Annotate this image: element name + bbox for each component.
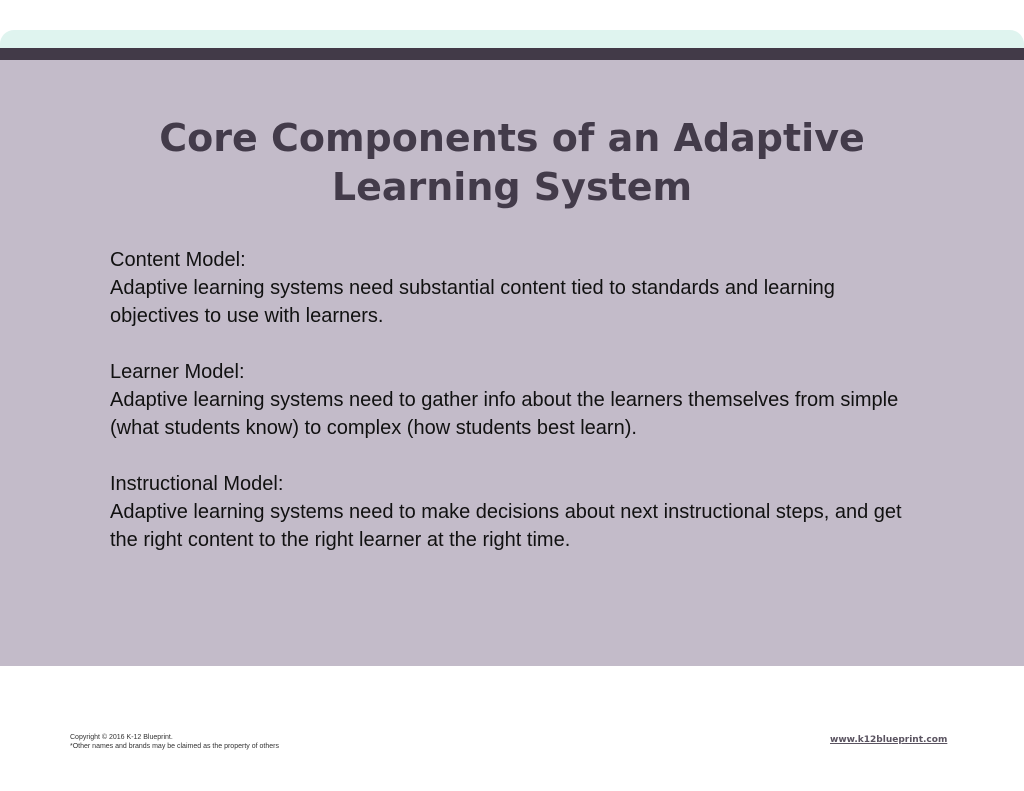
footer-copyright <box>70 733 279 751</box>
section-learner-model <box>110 358 910 442</box>
website-link[interactable]: www.k12blueprint.com <box>830 735 948 745</box>
top-accent-band <box>0 30 1024 50</box>
section-text: Adaptive learning systems need to make decisions about next instructional steps, and get the right content to the right learner at the right time. <box>110 501 902 551</box>
section-content-model <box>110 246 910 330</box>
section-heading: Content Model: <box>110 249 246 271</box>
slide-title: Core Components of an Adaptive Learning System <box>159 116 865 209</box>
slide-body <box>110 246 910 582</box>
top-dark-bar <box>0 48 1024 60</box>
section-instructional-model <box>110 470 910 554</box>
section-heading: Learner Model: <box>110 361 245 383</box>
disclaimer-text: *Other names and brands may be claimed as the property of others <box>70 743 279 750</box>
copyright-text: Copyright © 2016 K-12 Blueprint. <box>70 734 173 741</box>
section-text: Adaptive learning systems need to gather info about the learners themselves from simple (what students know) to complex (how students best learn). <box>110 389 899 439</box>
section-heading: Instructional Model: <box>110 473 284 495</box>
section-text: Adaptive learning systems need substantial content tied to standards and learning objectives to use with learners. <box>110 277 835 327</box>
